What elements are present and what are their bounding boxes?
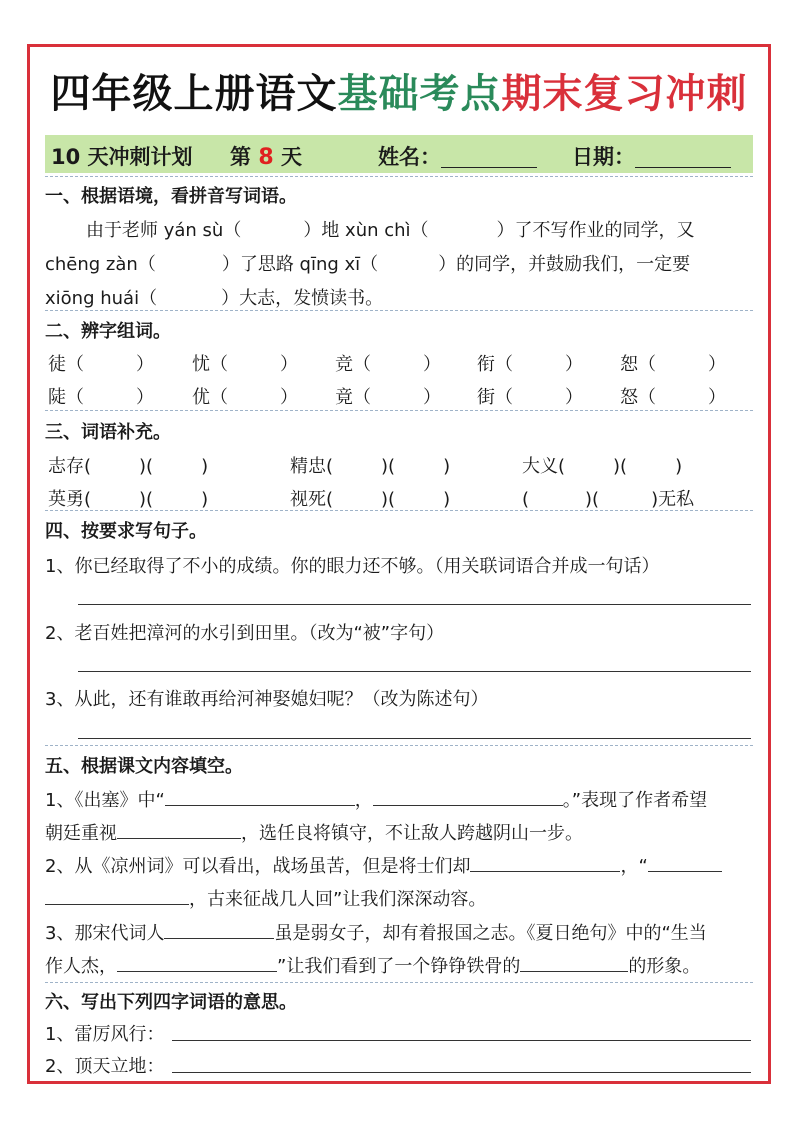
fill-blank[interactable]	[45, 886, 189, 905]
title-part-1: 四年级上册语文	[50, 71, 338, 117]
idiom-item[interactable]: 视死( )( )	[290, 489, 451, 510]
char-item[interactable]: 衔（ ）	[477, 354, 583, 375]
divider	[45, 745, 753, 746]
char-item[interactable]: 忧（ ）	[192, 354, 298, 375]
idiom-item[interactable]: 精忠( )( )	[290, 456, 451, 477]
section-4-heading: 四、按要求写句子。	[45, 521, 207, 542]
answer-line[interactable]	[78, 738, 751, 739]
fill-blank[interactable]	[648, 853, 722, 872]
s1-line-2: chēng zàn（ ）了思路 qīng xī（ ）的同学，并鼓励我们，一定要	[45, 254, 691, 275]
fill-blank[interactable]	[520, 953, 628, 972]
day-indicator: 第 8 天	[230, 145, 302, 170]
char-item[interactable]: 徒（ ）	[48, 354, 154, 375]
answer-line[interactable]	[78, 604, 751, 605]
s4-question-3: 3、从此，还有谁敢再给河神娶媳妇呢？（改为陈述句）	[45, 689, 489, 710]
day-number: 8	[258, 145, 274, 170]
title-part-2: 基础考点	[337, 71, 502, 117]
title-part-3: 期末复习冲刺	[501, 71, 748, 117]
section-2-heading: 二、辨字组词。	[45, 321, 171, 342]
fill-blank[interactable]	[165, 787, 355, 806]
char-item[interactable]: 街（ ）	[477, 387, 583, 408]
name-blank	[441, 147, 537, 168]
s5-q2-line-2: ，古来征战几人回”让我们深深动容。	[45, 885, 486, 911]
idiom-item[interactable]: 志存( )( )	[48, 456, 209, 477]
s5-q3-line-2: 作人杰， ”让我们看到了一个铮铮铁骨的 的形象。	[45, 952, 700, 978]
char-item[interactable]: 怒（ ）	[620, 387, 726, 408]
section-1-heading: 一、根据语境，看拼音写词语。	[45, 186, 297, 207]
page-title	[27, 62, 771, 119]
char-item[interactable]: 恕（ ）	[620, 354, 726, 375]
idiom-item[interactable]: 大义( )( )	[522, 456, 683, 477]
fill-blank[interactable]	[470, 853, 620, 872]
fill-blank[interactable]	[117, 820, 241, 839]
char-item[interactable]: 优（ ）	[192, 387, 298, 408]
s6-question-1: 1、雷厉风行：	[45, 1024, 165, 1045]
divider	[45, 510, 753, 511]
answer-line[interactable]	[172, 1040, 751, 1041]
fill-blank[interactable]	[373, 787, 563, 806]
plan-bar	[45, 135, 753, 173]
s1-line-1: 由于老师 yán sù（ ）地 xùn chì（ ）了不写作业的同学，又	[86, 220, 695, 241]
char-item[interactable]: 竟（ ）	[335, 387, 441, 408]
s5-q2-line-1: 2、从《凉州词》可以看出，战场虽苦，但是将士们却 ，“	[45, 852, 722, 878]
s5-q3-line-1: 3、那宋代词人 虽是弱女子，却有着报国之志。《夏日绝句》中的“生当	[45, 919, 707, 945]
answer-line[interactable]	[78, 671, 751, 672]
s1-line-3: xiōng huái（ ）大志，发愤读书。	[45, 288, 384, 309]
fill-blank[interactable]	[117, 953, 277, 972]
s6-question-2: 2、顶天立地：	[45, 1056, 165, 1077]
date-field[interactable]: 日期：	[572, 141, 635, 171]
fill-blank[interactable]	[164, 920, 274, 939]
char-item[interactable]: 竞（ ）	[335, 354, 441, 375]
section-5-heading: 五、根据课文内容填空。	[45, 756, 243, 777]
section-6-heading: 六、写出下列四字词语的意思。	[45, 992, 297, 1013]
s5-q1-line-2: 朝廷重视 ，选任良将镇守，不让敌人跨越阴山一步。	[45, 819, 583, 845]
date-blank	[635, 147, 731, 168]
s4-question-2: 2、老百姓把漳河的水引到田里。（改为“被”字句）	[45, 623, 445, 644]
idiom-item[interactable]: ( )( )无私	[522, 489, 695, 510]
idiom-item[interactable]: 英勇( )( )	[48, 489, 209, 510]
divider	[45, 410, 753, 411]
divider	[45, 176, 753, 177]
name-field[interactable]: 姓名：	[378, 141, 441, 171]
answer-line[interactable]	[172, 1072, 751, 1073]
char-item[interactable]: 陡（ ）	[48, 387, 154, 408]
divider	[45, 310, 753, 311]
plan-label: 10 天冲刺计划	[51, 145, 193, 169]
divider	[45, 982, 753, 983]
s4-question-1: 1、你已经取得了不小的成绩。你的眼力还不够。（用关联词语合并成一句话）	[45, 556, 660, 577]
s5-q1-line-1: 1、《出塞》中“ ， 。”表现了作者希望	[45, 786, 707, 812]
section-3-heading: 三、词语补充。	[45, 422, 171, 443]
